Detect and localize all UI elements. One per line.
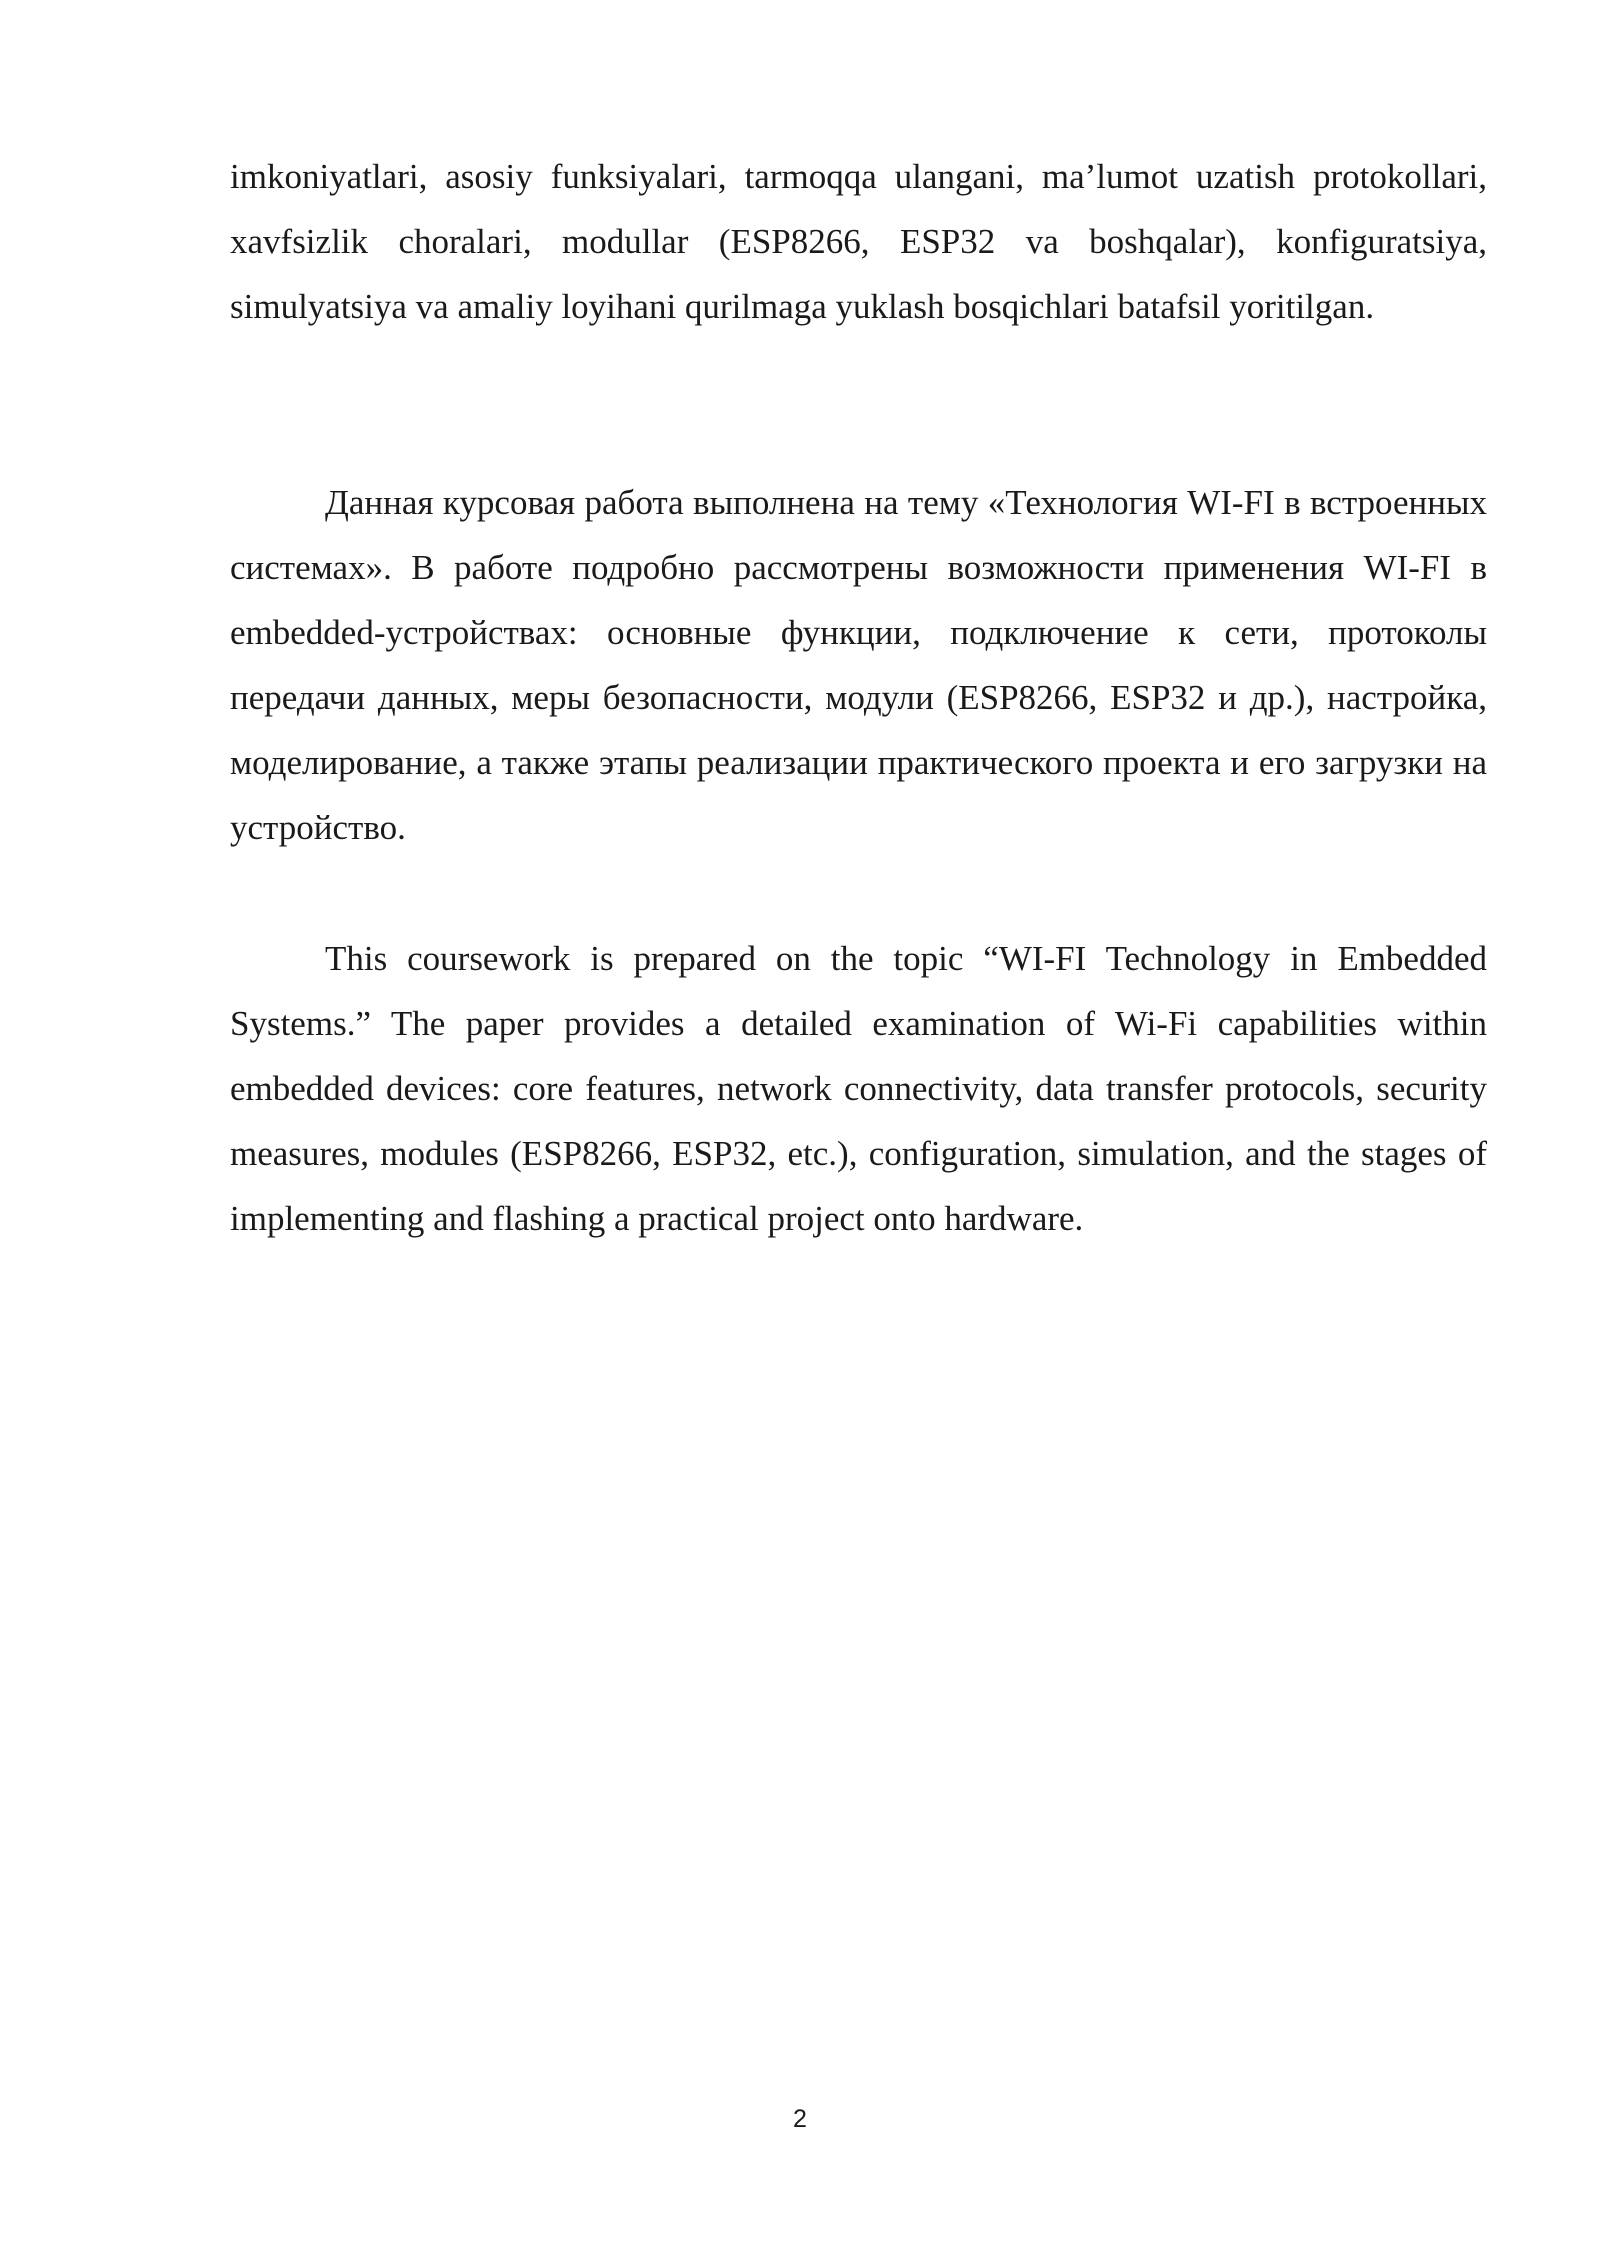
paragraph-uzbek: imkoniyatlari, asosiy funksiyalari, tarmoqqa ulangani, ma’lumot uzatish protokollari, xavfsizlik choralari, modullar (ESP8266, ESP32 va boshqalar), konfiguratsiya, simulyatsiya va amaliy loyihani qurilmaga yuklash bosqichlari batafsil yoritilgan. <box>230 157 1487 326</box>
paragraph-english: This coursework is prepared on the topic “WI-FI Technology in Embedded Systems.” The paper provides a detailed examination of Wi-Fi capabilities within embedded devices: core features, network connectivity, data transfer protocols, security measures, modules (ESP8266, ESP32, etc.), configuration, simulation, and the stages of implementing and flashing a practical project onto hardware. <box>230 939 1487 1238</box>
page-number: 2 <box>793 2105 807 2133</box>
paragraph-russian: Данная курсовая работа выполнена на тему «Технология WI-FI в встроенных системах». В работе подробно рассмотрены возможности применения WI-FI в embedded-устройствах: основные функции, подключение к сети, протоколы передачи данных, меры безопасности, модули (ESP8266, ESP32 и др.), настройка, моделирование, а также этапы реализации практического проекта и его загрузки на устройство. <box>230 483 1487 847</box>
